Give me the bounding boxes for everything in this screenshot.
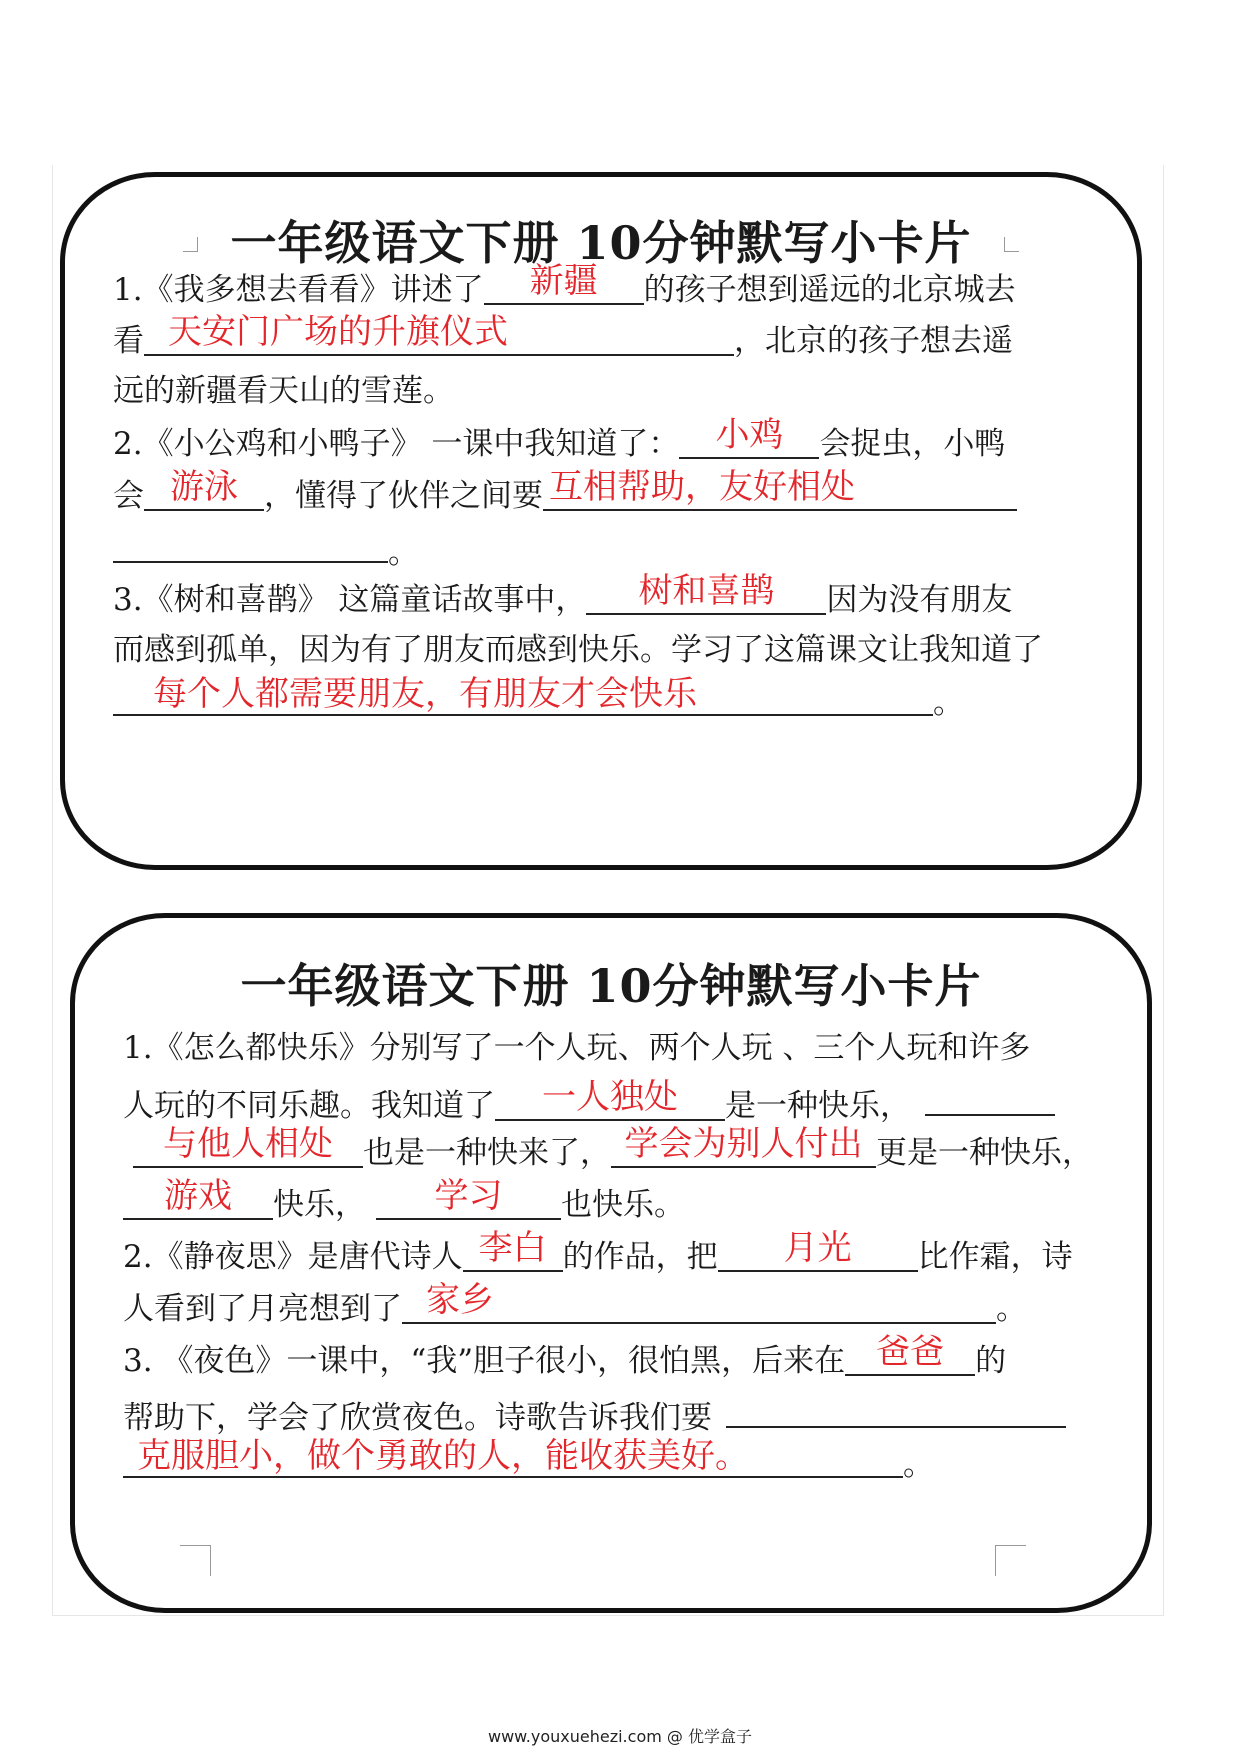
blank xyxy=(679,415,819,459)
crop-mark xyxy=(995,1545,1026,1576)
card-2 xyxy=(70,913,1152,1613)
answer: 李白 xyxy=(478,1228,547,1268)
blank xyxy=(611,1124,876,1168)
blank xyxy=(543,467,1017,511)
question-1-line-4: 游戏 快乐， 学习 也快乐。 xyxy=(123,1184,1111,1225)
question-3-line-3: 克服胆小，做个勇敢的人，能收获美好。 。 xyxy=(123,1444,1111,1485)
blank xyxy=(113,527,388,563)
blank xyxy=(495,1077,725,1121)
answer: 新疆 xyxy=(529,261,598,301)
blank xyxy=(123,1436,903,1478)
card-1 xyxy=(60,172,1142,870)
question-3-line-3: 每个人都需要朋友，有朋友才会快乐 。 xyxy=(113,682,1101,723)
question-2-line-1: 2.《小公鸡和小鸭子》 一课中我知道了： 小鸡 会捉虫，小鸭 xyxy=(113,415,1006,462)
question-1-line-2: 人玩的不同乐趣。我知道了 一人独处 是一种快乐， xyxy=(123,1080,1111,1126)
question-3-line-2: 而感到孤单，因为有了朋友而感到快乐。学习了这篇课文让我知道了 xyxy=(113,632,1043,668)
answer: 游泳 xyxy=(170,467,238,507)
answer: 学会为别人付出 xyxy=(624,1124,863,1164)
footer-watermark: www.youxuehezi.com @ 优学盒子 xyxy=(488,1727,752,1746)
answer: 月光 xyxy=(783,1228,852,1268)
blank xyxy=(133,1124,363,1168)
card-title: 一年级语文下册 10分钟默写小卡片 xyxy=(230,216,972,270)
answer: 每个人都需要朋友，有朋友才会快乐 xyxy=(153,674,697,714)
question-1-line-1: 1.《我多想去看看》讲述了 新疆 的孩子想到遥远的北京城去 xyxy=(113,261,1016,308)
question-3-line-2: 帮助下，学会了欣赏夜色。诗歌告诉我们要 xyxy=(123,1392,1111,1438)
answer: 克服胆小，做个勇敢的人，能收获美好。 xyxy=(137,1436,749,1476)
question-3-line-1: 3. 《夜色》一课中，“我”胆子很小，很怕黑，后来在 爸爸 的 xyxy=(123,1332,1007,1379)
answer: 小鸡 xyxy=(715,415,784,455)
blank xyxy=(402,1280,996,1324)
question-1-line-3: 远的新疆看天山的雪莲。 xyxy=(113,373,454,409)
answer: 学习 xyxy=(434,1176,503,1216)
blank xyxy=(113,674,933,716)
answer: 与他人相处 xyxy=(163,1124,333,1164)
question-2-line-2: 人看到了月亮想到了 家乡 。 xyxy=(123,1280,1027,1327)
question-1-line-2: 看 天安门广场的升旗仪式 ，北京的孩子想去遥 xyxy=(113,312,1013,359)
question-2-line-1: 2.《静夜思》是唐代诗人 李白 的作品，把 月光 比作霜，诗 xyxy=(123,1228,1073,1275)
crop-mark xyxy=(180,1545,211,1576)
blank xyxy=(484,261,644,305)
answer: 游戏 xyxy=(164,1176,232,1216)
blank xyxy=(463,1228,563,1272)
blank xyxy=(718,1228,918,1272)
answer: 天安门广场的升旗仪式 xyxy=(168,312,508,352)
blank xyxy=(845,1332,975,1376)
question-1-line-1: 1.《怎么都快乐》分别写了一个人玩、两个人玩 、三个人玩和许多 xyxy=(123,1030,1031,1066)
blank xyxy=(925,1080,1055,1116)
blank xyxy=(123,1176,273,1220)
card-title: 一年级语文下册 10分钟默写小卡片 xyxy=(240,959,982,1013)
blank xyxy=(144,312,734,356)
answer: 互相帮助，友好相处 xyxy=(549,467,855,507)
question-2-line-2: 会 游泳 ，懂得了伙伴之间要 互相帮助，友好相处 xyxy=(113,475,1101,516)
answer: 家乡 xyxy=(426,1280,494,1320)
blank xyxy=(726,1392,1066,1428)
question-1-line-3: 与他人相处 也是一种快来了， 学会为别人付出 更是一种快乐， xyxy=(123,1132,1111,1173)
answer: 树和喜鹊 xyxy=(638,571,775,611)
answer: 一人独处 xyxy=(542,1077,678,1117)
blank xyxy=(144,467,264,511)
question-2-line-3: 。 xyxy=(113,527,1101,573)
blank xyxy=(586,571,826,615)
question-3-line-1: 3.《树和喜鹊》 这篇童话故事中， 树和喜鹊 因为没有朋友 xyxy=(113,571,1013,618)
answer: 爸爸 xyxy=(876,1332,945,1372)
blank xyxy=(376,1176,561,1220)
